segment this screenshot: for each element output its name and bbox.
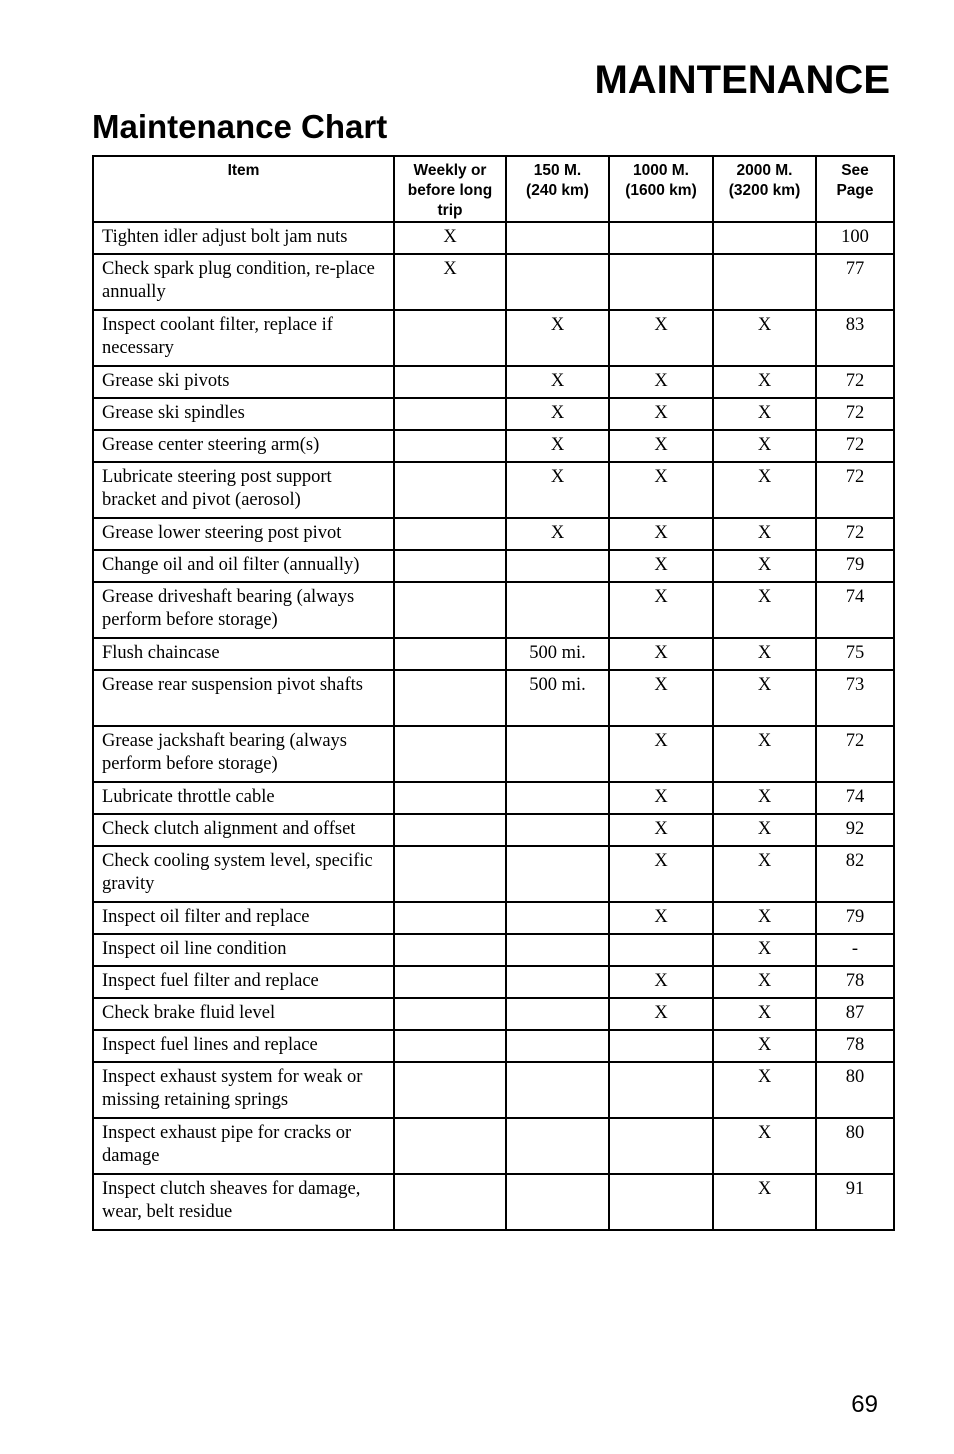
weekly-cell (394, 1062, 506, 1118)
weekly-cell (394, 902, 506, 934)
header-item: Item (93, 156, 394, 222)
item-cell: Grease center steering arm(s) (93, 430, 394, 462)
item-cell: Check cooling system level, specific gravity (93, 846, 394, 902)
m1000-cell (609, 1062, 713, 1118)
m1000-cell: X (609, 846, 713, 902)
item-cell: Grease rear suspension pivot shafts (93, 670, 394, 726)
m2000-cell: X (713, 934, 816, 966)
m150-cell: X (506, 518, 609, 550)
table-body (93, 222, 894, 1230)
page-ref-cell: 72 (816, 726, 894, 782)
m1000-cell: X (609, 902, 713, 934)
m150-cell (506, 902, 609, 934)
table-row (93, 582, 894, 638)
m150-cell: X (506, 310, 609, 366)
m150-cell (506, 550, 609, 582)
m1000-cell: X (609, 366, 713, 398)
m2000-cell: X (713, 1062, 816, 1118)
weekly-cell (394, 726, 506, 782)
page-ref-cell: 87 (816, 998, 894, 1030)
weekly-cell: X (394, 254, 506, 310)
m1000-cell: X (609, 814, 713, 846)
page-ref-cell: 82 (816, 846, 894, 902)
table-row (93, 726, 894, 782)
m150-cell (506, 726, 609, 782)
m2000-cell: X (713, 582, 816, 638)
table-row (93, 814, 894, 846)
page-ref-cell: 74 (816, 582, 894, 638)
header-weekly: Weekly or before long trip (394, 156, 506, 222)
m2000-cell (713, 254, 816, 310)
m1000-cell: X (609, 998, 713, 1030)
m1000-cell: X (609, 670, 713, 726)
item-cell: Check brake fluid level (93, 998, 394, 1030)
m150-cell: X (506, 398, 609, 430)
weekly-cell (394, 966, 506, 998)
weekly-cell (394, 582, 506, 638)
item-cell: Grease lower steering post pivot (93, 518, 394, 550)
item-cell: Check spark plug condition, re-place annually (93, 254, 394, 310)
m150-cell (506, 998, 609, 1030)
m1000-cell: X (609, 726, 713, 782)
m1000-cell: X (609, 966, 713, 998)
page-ref-cell: 92 (816, 814, 894, 846)
weekly-cell (394, 366, 506, 398)
m150-cell: 500 mi. (506, 638, 609, 670)
item-cell: Inspect exhaust system for weak or missing retaining springs (93, 1062, 394, 1118)
m2000-cell: X (713, 462, 816, 518)
page-ref-cell: 100 (816, 222, 894, 254)
table-row (93, 430, 894, 462)
item-cell: Grease ski spindles (93, 398, 394, 430)
header-1000-miles: 1000 M. (1600 km) (609, 156, 713, 222)
weekly-cell (394, 1118, 506, 1174)
m2000-cell: X (713, 518, 816, 550)
weekly-cell (394, 846, 506, 902)
table-row (93, 254, 894, 310)
page-ref-cell: 80 (816, 1118, 894, 1174)
m150-cell (506, 1062, 609, 1118)
table-header-row (93, 156, 894, 222)
table-row (93, 1118, 894, 1174)
item-cell: Change oil and oil filter (annually) (93, 550, 394, 582)
m150-cell: X (506, 430, 609, 462)
page-ref-cell: 80 (816, 1062, 894, 1118)
item-cell: Inspect coolant filter, replace if necessary (93, 310, 394, 366)
m1000-cell: X (609, 462, 713, 518)
header-2000-miles: 2000 M. (3200 km) (713, 156, 816, 222)
item-cell: Flush chaincase (93, 638, 394, 670)
m2000-cell: X (713, 1174, 816, 1230)
table-row (93, 550, 894, 582)
table-row (93, 934, 894, 966)
m1000-cell (609, 934, 713, 966)
weekly-cell (394, 814, 506, 846)
weekly-cell (394, 430, 506, 462)
table-row (93, 966, 894, 998)
m1000-cell: X (609, 430, 713, 462)
weekly-cell (394, 1174, 506, 1230)
m150-cell (506, 1174, 609, 1230)
table-row (93, 782, 894, 814)
table-row (93, 398, 894, 430)
weekly-cell (394, 398, 506, 430)
m2000-cell: X (713, 814, 816, 846)
page-ref-cell: 77 (816, 254, 894, 310)
m1000-cell: X (609, 638, 713, 670)
weekly-cell (394, 518, 506, 550)
m1000-cell: X (609, 518, 713, 550)
page-ref-cell: 72 (816, 398, 894, 430)
chart-title: Maintenance Chart (92, 108, 388, 145)
page-ref-cell: 75 (816, 638, 894, 670)
header-150-miles: 150 M. (240 km) (506, 156, 609, 222)
item-cell: Inspect exhaust pipe for cracks or damage (93, 1118, 394, 1174)
table-row (93, 638, 894, 670)
m150-cell (506, 254, 609, 310)
item-cell: Check clutch alignment and offset (93, 814, 394, 846)
item-cell: Inspect fuel lines and replace (93, 1030, 394, 1062)
table-row (93, 1030, 894, 1062)
page-ref-cell: - (816, 934, 894, 966)
weekly-cell (394, 638, 506, 670)
table-row (93, 518, 894, 550)
m2000-cell: X (713, 998, 816, 1030)
weekly-cell (394, 782, 506, 814)
m150-cell (506, 582, 609, 638)
m2000-cell: X (713, 366, 816, 398)
m1000-cell: X (609, 310, 713, 366)
page-ref-cell: 78 (816, 1030, 894, 1062)
m150-cell: X (506, 366, 609, 398)
page-ref-cell: 72 (816, 518, 894, 550)
m1000-cell (609, 222, 713, 254)
m2000-cell: X (713, 782, 816, 814)
m2000-cell: X (713, 726, 816, 782)
page-ref-cell: 83 (816, 310, 894, 366)
item-cell: Lubricate steering post support bracket and pivot (aerosol) (93, 462, 394, 518)
item-cell: Grease driveshaft bearing (always perform before storage) (93, 582, 394, 638)
weekly-cell: X (394, 222, 506, 254)
m2000-cell: X (713, 902, 816, 934)
weekly-cell (394, 670, 506, 726)
page-number: 69 (851, 1391, 878, 1418)
weekly-cell (394, 998, 506, 1030)
m2000-cell (713, 222, 816, 254)
page-ref-cell: 79 (816, 902, 894, 934)
item-cell: Lubricate throttle cable (93, 782, 394, 814)
weekly-cell (394, 934, 506, 966)
m2000-cell: X (713, 1118, 816, 1174)
item-cell: Grease jackshaft bearing (always perform before storage) (93, 726, 394, 782)
table-row (93, 462, 894, 518)
m150-cell (506, 222, 609, 254)
m1000-cell: X (609, 782, 713, 814)
weekly-cell (394, 462, 506, 518)
m2000-cell: X (713, 310, 816, 366)
item-cell: Inspect fuel filter and replace (93, 966, 394, 998)
m150-cell (506, 782, 609, 814)
item-cell: Tighten idler adjust bolt jam nuts (93, 222, 394, 254)
m2000-cell: X (713, 430, 816, 462)
m150-cell: 500 mi. (506, 670, 609, 726)
m150-cell (506, 1118, 609, 1174)
m150-cell (506, 966, 609, 998)
table-row (93, 310, 894, 366)
m1000-cell (609, 254, 713, 310)
page-ref-cell: 91 (816, 1174, 894, 1230)
item-cell: Grease ski pivots (93, 366, 394, 398)
maintenance-chart-table (92, 155, 895, 1231)
table-row (93, 1062, 894, 1118)
page-ref-cell: 72 (816, 462, 894, 518)
m2000-cell: X (713, 1030, 816, 1062)
page-ref-cell: 74 (816, 782, 894, 814)
table-row (93, 366, 894, 398)
m2000-cell: X (713, 670, 816, 726)
m2000-cell: X (713, 550, 816, 582)
page-ref-cell: 73 (816, 670, 894, 726)
m2000-cell: X (713, 966, 816, 998)
m150-cell (506, 1030, 609, 1062)
table-row (93, 222, 894, 254)
m1000-cell (609, 1174, 713, 1230)
table-row (93, 902, 894, 934)
item-cell: Inspect oil line condition (93, 934, 394, 966)
m150-cell (506, 934, 609, 966)
table-row (93, 998, 894, 1030)
m2000-cell: X (713, 846, 816, 902)
m2000-cell: X (713, 398, 816, 430)
page-ref-cell: 78 (816, 966, 894, 998)
m1000-cell: X (609, 398, 713, 430)
weekly-cell (394, 1030, 506, 1062)
m150-cell: X (506, 462, 609, 518)
m2000-cell: X (713, 638, 816, 670)
table-row (93, 846, 894, 902)
item-cell: Inspect clutch sheaves for damage, wear, belt residue (93, 1174, 394, 1230)
page-ref-cell: 72 (816, 366, 894, 398)
m1000-cell: X (609, 582, 713, 638)
table-row (93, 1174, 894, 1230)
m1000-cell (609, 1118, 713, 1174)
m1000-cell (609, 1030, 713, 1062)
m1000-cell: X (609, 550, 713, 582)
table-row (93, 670, 894, 726)
item-cell: Inspect oil filter and replace (93, 902, 394, 934)
m150-cell (506, 814, 609, 846)
page-ref-cell: 79 (816, 550, 894, 582)
page-ref-cell: 72 (816, 430, 894, 462)
weekly-cell (394, 550, 506, 582)
m150-cell (506, 846, 609, 902)
section-title: MAINTENANCE (594, 58, 890, 102)
weekly-cell (394, 310, 506, 366)
header-see-page: See Page (816, 156, 894, 222)
